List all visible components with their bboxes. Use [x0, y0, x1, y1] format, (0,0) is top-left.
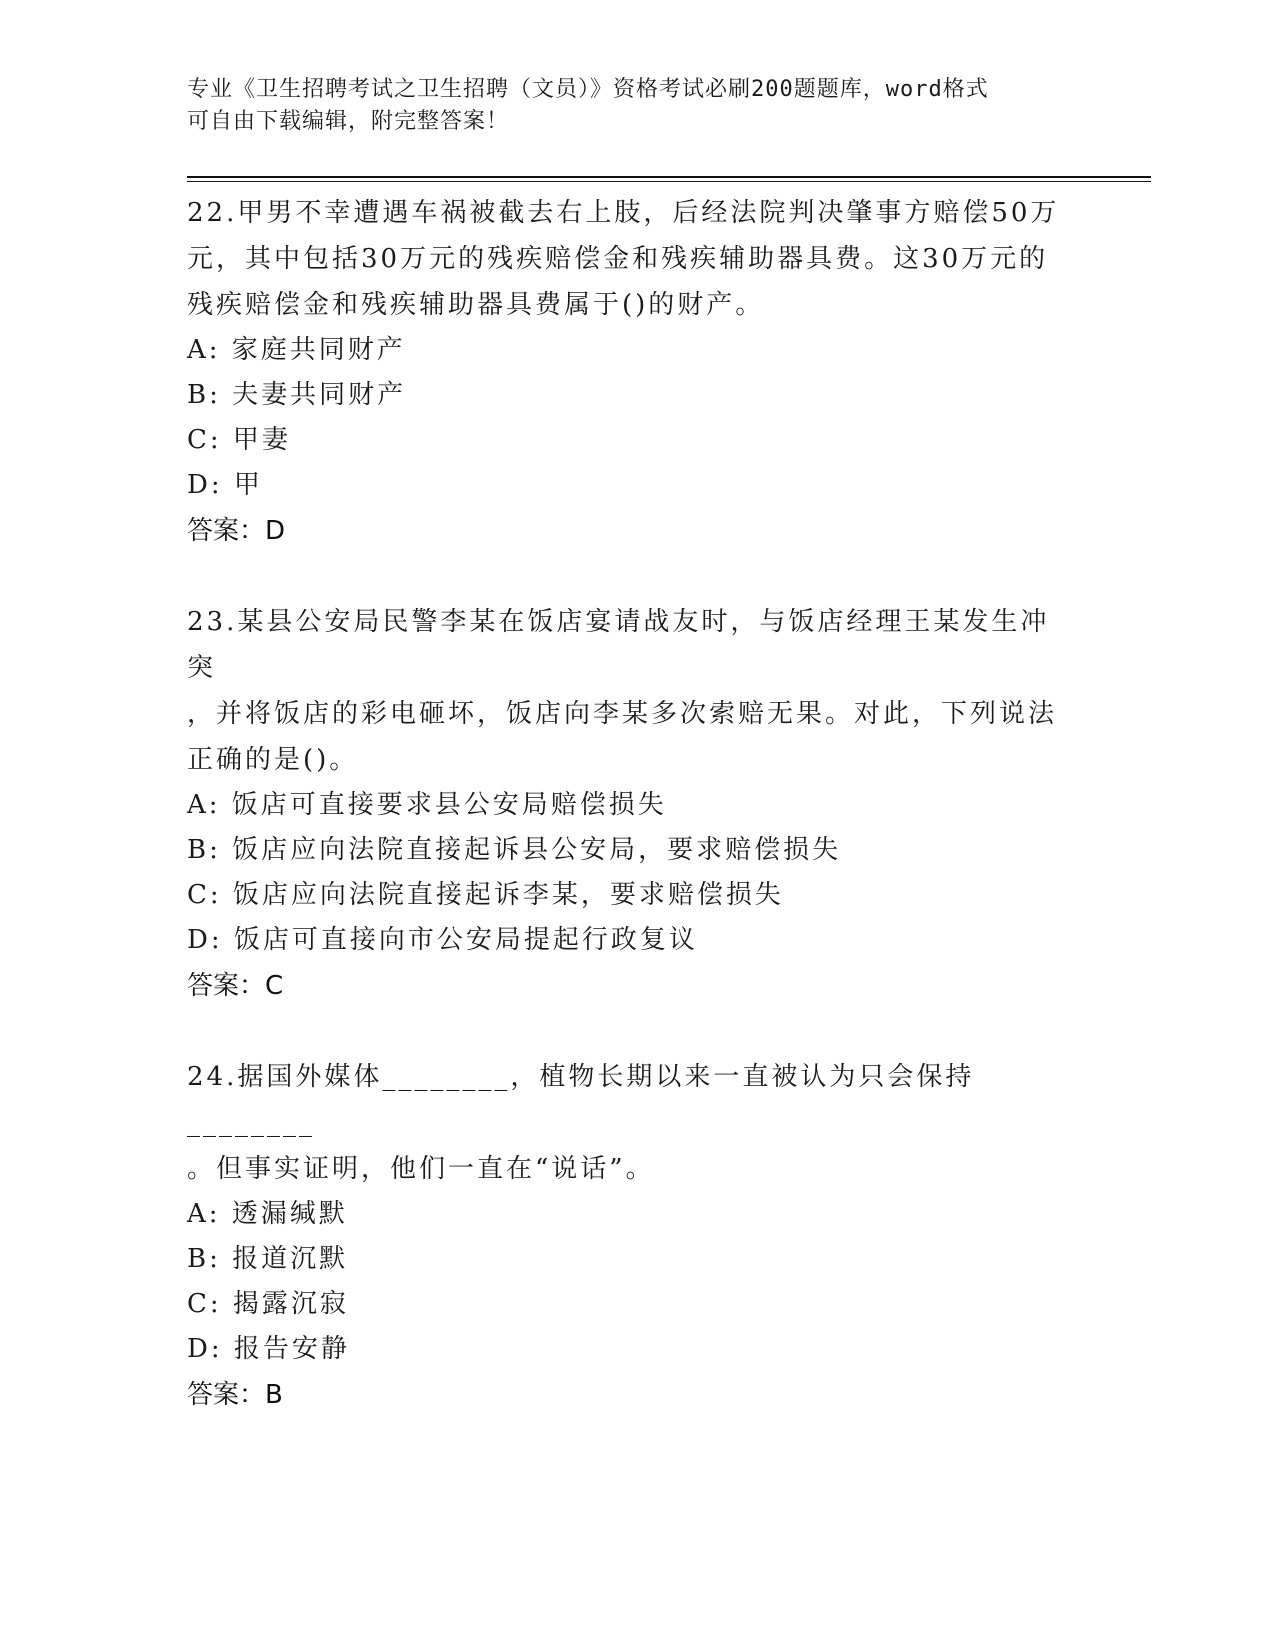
header-line-1: 专业《卫生招聘考试之卫生招聘（文员）》资格考试必刷200题题库，word格式 — [187, 77, 989, 102]
option-b: B: 夫妻共同财产 — [187, 380, 407, 410]
option-a: A: 饭店可直接要求县公安局赔偿损失 — [187, 790, 667, 820]
question-stem-line: 24.据国外媒体________，植物长期以来一直被认为只会保持________ — [187, 1062, 975, 1138]
answer: 答案：C — [187, 971, 284, 1001]
question-24 — [187, 1054, 1077, 1418]
question-stem-line: 正确的是()。 — [187, 745, 359, 775]
question-stem-line: 元，其中包括30万元的残疾赔偿金和残疾辅助器具费。这30万元的 — [187, 244, 1049, 274]
question-stem-line: 23.某县公安局民警李某在饭店宴请战友时，与饭店经理王某发生冲突 — [187, 607, 1050, 683]
question-stem-line: 残疾赔偿金和残疾辅助器具费属于()的财产。 — [187, 290, 765, 320]
answer: 答案：D — [187, 516, 286, 546]
question-stem-line: ，并将饭店的彩电砸坏，饭店向李某多次索赔无果。对此，下列说法 — [187, 699, 1058, 729]
question-stem-line: 。但事实证明，他们一直在“说话”。 — [187, 1154, 655, 1184]
option-d: D: 饭店可直接向市公安局提起行政复议 — [187, 925, 698, 955]
option-c: C: 揭露沉寂 — [187, 1289, 349, 1319]
header-divider — [187, 176, 1151, 182]
option-a: A: 透漏缄默 — [187, 1199, 348, 1229]
option-b: B: 饭店应向法院直接起诉县公安局，要求赔偿损失 — [187, 835, 842, 865]
question-23 — [187, 599, 1077, 1009]
option-a: A: 家庭共同财产 — [187, 335, 406, 365]
document-header — [187, 74, 1067, 138]
option-c: C: 甲妻 — [187, 425, 291, 455]
question-list — [187, 190, 1077, 1463]
answer: 答案：B — [187, 1380, 283, 1410]
header-line-2: 可自由下载编辑，附完整答案！ — [187, 109, 510, 134]
option-b: B: 报道沉默 — [187, 1244, 349, 1274]
option-d: D: 甲 — [187, 470, 263, 500]
option-d: D: 报告安静 — [187, 1334, 350, 1364]
option-c: C: 饭店应向法院直接起诉李某，要求赔偿损失 — [187, 880, 784, 910]
question-22 — [187, 190, 1077, 554]
question-stem-line: 22.甲男不幸遭遇车祸被截去右上肢，后经法院判决肇事方赔偿50万 — [187, 198, 1060, 228]
